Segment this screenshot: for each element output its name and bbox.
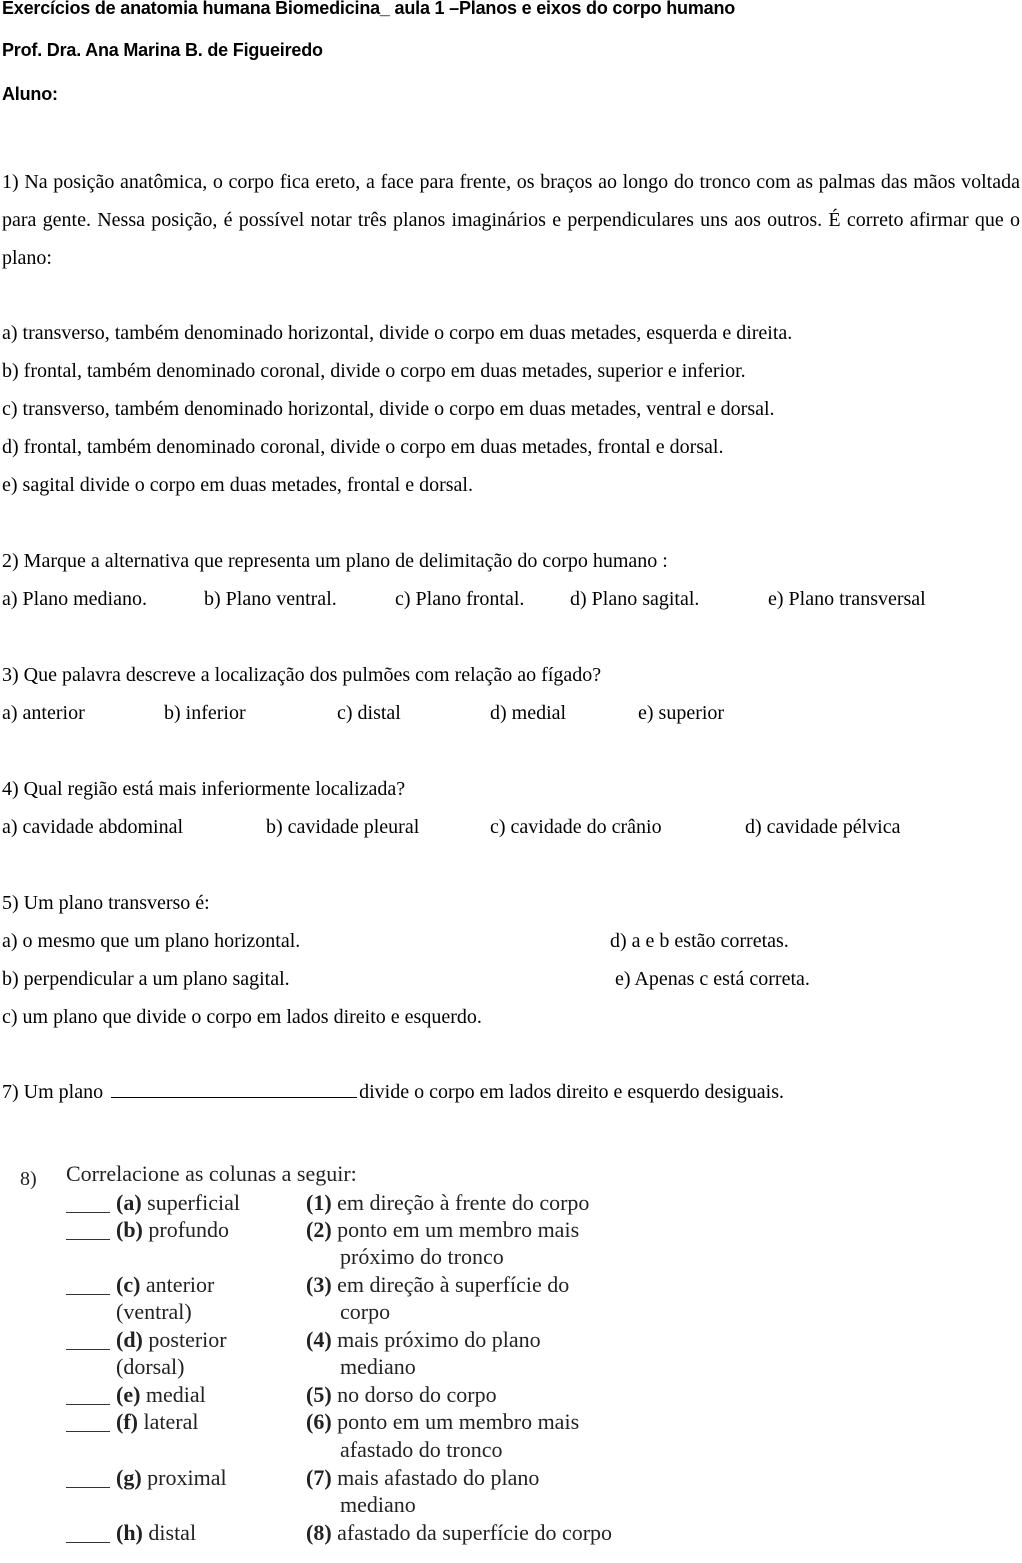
term-text: superficial xyxy=(147,1190,241,1215)
q4-option-d: d) cavidade pélvica xyxy=(745,816,901,838)
answer-blank[interactable] xyxy=(66,1431,110,1432)
definition-number: (7) xyxy=(306,1465,332,1490)
match-row xyxy=(66,1465,686,1492)
definition-number: (2) xyxy=(306,1217,332,1242)
student-label: Aluno: xyxy=(2,84,58,104)
q2-option-a: a) Plano mediano. xyxy=(2,588,147,610)
definition-number: (5) xyxy=(306,1382,332,1407)
q5-option-a: a) o mesmo que um plano horizontal. xyxy=(2,930,301,952)
question-7 xyxy=(2,1073,784,1111)
definition-text: em direção à superfície do xyxy=(337,1272,570,1297)
term-text: proximal xyxy=(147,1465,227,1490)
definition-number: (1) xyxy=(306,1190,332,1215)
question-8-scan xyxy=(0,1150,700,1563)
q5-option-b: b) perpendicular a um plano sagital. xyxy=(2,968,290,990)
q3-option-e: e) superior xyxy=(638,702,725,724)
q1-option-a: a) transverso, também denominado horizontal, divide o corpo em duas metades, esquerda e direita. xyxy=(2,322,793,344)
definition-text: ponto em um membro mais xyxy=(337,1217,580,1242)
definition-number: (3) xyxy=(306,1272,332,1297)
q8-number: 8) xyxy=(20,1168,37,1190)
match-row xyxy=(66,1190,686,1217)
term-text-continued: (dorsal) xyxy=(116,1354,185,1379)
definition-text-continued: próximo do tronco xyxy=(340,1244,504,1269)
term-text-continued: (ventral) xyxy=(116,1299,192,1324)
definition-text: no dorso do corpo xyxy=(337,1382,497,1407)
definition-text: mais afastado do plano xyxy=(337,1465,540,1490)
q5-option-e: e) Apenas c está correta. xyxy=(615,968,810,990)
term-text: posterior xyxy=(148,1327,227,1352)
q1-option-c: c) transverso, também denominado horizontal, divide o corpo em duas metades, ventral e dorsal. xyxy=(2,398,775,420)
question-5-text: 5) Um plano transverso é: xyxy=(2,892,210,914)
definition-number: (8) xyxy=(306,1520,332,1545)
match-row-continuation xyxy=(66,1492,686,1519)
q3-option-b: b) inferior xyxy=(164,702,246,724)
term-letter: (c) xyxy=(116,1272,141,1297)
term-letter: (h) xyxy=(116,1520,143,1545)
question-2-text: 2) Marque a alternativa que representa um plano de delimitação do corpo humano : xyxy=(2,550,668,572)
definition-text: mais próximo do plano xyxy=(337,1327,541,1352)
definition-text: ponto em um membro mais xyxy=(337,1409,580,1434)
definition-text: afastado da superfície do corpo xyxy=(337,1520,613,1545)
q2-option-c: c) Plano frontal. xyxy=(395,588,525,610)
definition-number: (4) xyxy=(306,1327,332,1352)
term-letter: (e) xyxy=(116,1382,141,1407)
q4-option-b: b) cavidade pleural xyxy=(266,816,420,838)
answer-blank[interactable] xyxy=(66,1294,110,1295)
definition-text-continued: mediano xyxy=(340,1492,416,1517)
question-3-text: 3) Que palavra descreve a localização dos pulmões com relação ao fígado? xyxy=(2,664,602,686)
match-row xyxy=(66,1409,686,1436)
definition-text: em direção à frente do corpo xyxy=(337,1190,590,1215)
match-row xyxy=(66,1272,686,1299)
term-text: anterior xyxy=(145,1272,215,1297)
match-row-continuation xyxy=(66,1437,686,1464)
answer-blank[interactable] xyxy=(66,1404,110,1405)
q2-option-e: e) Plano transversal xyxy=(768,588,926,610)
match-row xyxy=(66,1520,706,1547)
match-row xyxy=(66,1217,686,1244)
term-letter: (b) xyxy=(116,1217,143,1242)
q5-option-d: d) a e b estão corretas. xyxy=(610,930,789,952)
question-1-text: 1) Na posição anatômica, o corpo fica ereto, a face para frente, os braços ao longo do tronco com as palmas das mãos voltada para gente. Nessa posição, é possível notar três planos imaginários e perpendiculares uns aos outros. É correto afirmar que o plano: xyxy=(2,171,1020,269)
term-letter: (a) xyxy=(116,1190,142,1215)
q4-option-a: a) cavidade abdominal xyxy=(2,816,184,838)
professor-name: Prof. Dra. Ana Marina B. de Figueiredo xyxy=(2,40,323,60)
match-row xyxy=(66,1382,686,1409)
definition-text-continued: afastado do tronco xyxy=(340,1437,503,1462)
answer-blank[interactable] xyxy=(66,1487,110,1488)
match-row-continuation xyxy=(66,1354,686,1381)
match-row-continuation xyxy=(66,1244,686,1271)
term-letter: (f) xyxy=(116,1409,138,1434)
definition-text-continued: mediano xyxy=(340,1354,416,1379)
definition-number: (6) xyxy=(306,1409,332,1434)
q7-suffix: divide o corpo em lados direito e esquerdo desiguais. xyxy=(359,1081,784,1103)
answer-blank[interactable] xyxy=(66,1542,110,1543)
q7-answer-blank[interactable] xyxy=(111,1075,357,1098)
q2-option-d: d) Plano sagital. xyxy=(570,588,700,610)
answer-blank[interactable] xyxy=(66,1349,110,1350)
q8-title: Correlacione as colunas a seguir: xyxy=(66,1161,357,1186)
q2-option-b: b) Plano ventral. xyxy=(204,588,337,610)
q3-option-c: c) distal xyxy=(337,702,401,724)
match-row-continuation xyxy=(66,1299,686,1326)
q1-option-b: b) frontal, também denominado coronal, divide o corpo em duas metades, superior e inferior. xyxy=(2,360,746,382)
document-title: Exercícios de anatomia humana Biomedicina_ aula 1 –Planos e eixos do corpo humano xyxy=(2,0,736,18)
term-letter: (g) xyxy=(116,1465,142,1490)
term-letter: (d) xyxy=(116,1327,143,1352)
term-text: profundo xyxy=(148,1217,230,1242)
q1-option-d: d) frontal, também denominado coronal, divide o corpo em duas metades, frontal e dorsal. xyxy=(2,436,724,458)
term-text: distal xyxy=(148,1520,197,1545)
question-4-text: 4) Qual região está mais inferiormente localizada? xyxy=(2,778,406,800)
q1-option-e: e) sagital divide o corpo em duas metades, frontal e dorsal. xyxy=(2,474,473,496)
match-row xyxy=(66,1327,686,1354)
q7-prefix: 7) Um plano xyxy=(2,1081,104,1103)
q3-option-d: d) medial xyxy=(490,702,567,724)
answer-blank[interactable] xyxy=(66,1239,110,1240)
definition-text-continued: corpo xyxy=(340,1299,391,1324)
q3-option-a: a) anterior xyxy=(2,702,85,724)
q4-option-c: c) cavidade do crânio xyxy=(490,816,662,838)
answer-blank[interactable] xyxy=(66,1212,110,1213)
q5-option-c: c) um plano que divide o corpo em lados direito e esquerdo. xyxy=(2,1006,482,1028)
term-text: medial xyxy=(145,1382,206,1407)
term-text: lateral xyxy=(143,1409,199,1434)
